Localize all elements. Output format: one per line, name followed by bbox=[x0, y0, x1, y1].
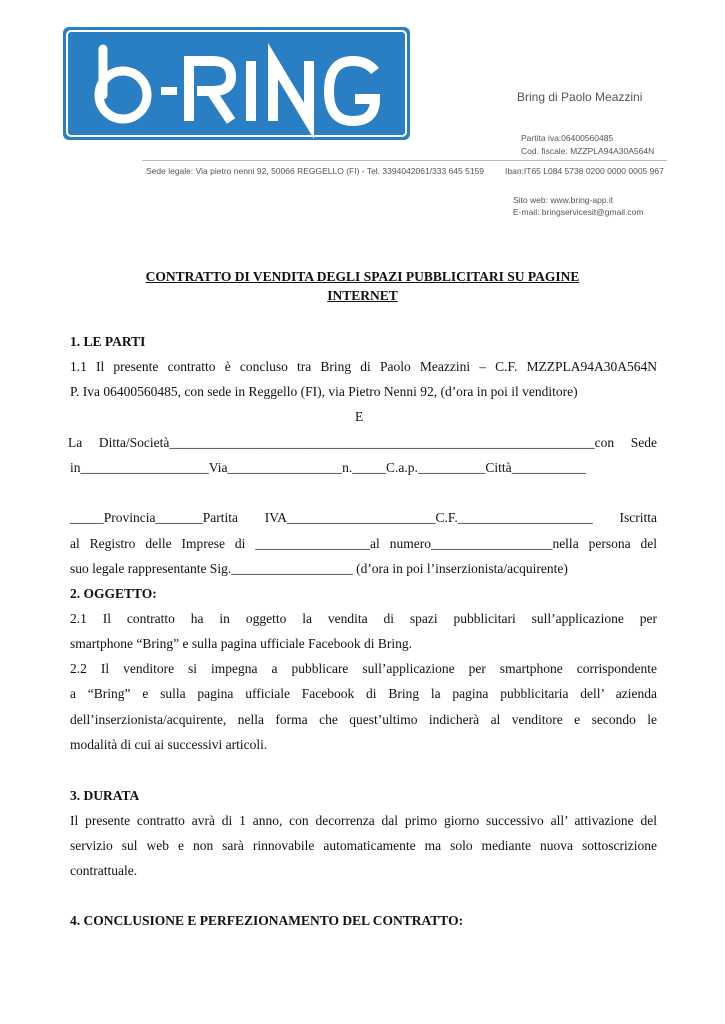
body-line: P. Iva 06400560485, con sede in Reggello (FI), via Pietro Nenni 92, (d’ora in poi il venditore) bbox=[70, 384, 578, 399]
body-line: La Ditta/Società_______________________________________________________________con Sede bbox=[68, 435, 657, 450]
email: E-mail: bringservicesit@gmail.com bbox=[513, 207, 644, 217]
body-line: modalità di cui ai successivi articoli. bbox=[70, 737, 268, 752]
section-heading: 2. OGGETTO: bbox=[70, 586, 157, 601]
body-line: in___________________Via_________________n._____C.a.p.__________Città___________ bbox=[70, 460, 586, 475]
header-divider bbox=[142, 160, 667, 161]
sede-legale: Sede legale: Via pietro nenni 92, 50066 REGGELLO (FI) - Tel. 3394042061/333 645 5159 bbox=[146, 166, 485, 176]
body-line: servizio sul web e non sarà rinnovabile automaticamente ma solo mediante nuova sottoscrizione bbox=[70, 838, 657, 853]
body-line: Il presente contratto avrà di 1 anno, con decorrenza dal primo giorno successivo all’ attivazione del bbox=[70, 813, 657, 828]
body-line: 1.1 Il presente contratto è concluso tra Bring di Paolo Meazzini – C.F. MZZPLA94A30A564N bbox=[70, 359, 657, 374]
body-line: a “Bring” e sulla pagina ufficiale Facebook di Bring la pagina pubblicitaria dell’ azienda bbox=[70, 686, 657, 701]
body-line: contrattuale. bbox=[70, 863, 138, 878]
body-line: dell’inserzionista/acquirente, nella forma che quest’ultimo indicherà al venditore e secondo le bbox=[70, 712, 657, 727]
codice-fiscale: Cod. fiscale: MZZPLA94A30A564N bbox=[521, 146, 655, 156]
contract-title-line-2: INTERNET bbox=[327, 288, 398, 303]
body-line: suo legale rappresentante Sig.__________________ (d’ora in poi l’inserzionista/acquirente) bbox=[70, 561, 568, 576]
section-heading: 1. LE PARTI bbox=[70, 334, 146, 349]
body-line: E bbox=[355, 409, 364, 424]
body-line: smartphone “Bring” e sulla pagina ufficiale Facebook di Bring. bbox=[70, 636, 413, 651]
contract-title-line-1: CONTRATTO DI VENDITA DEGLI SPAZI PUBBLICITARI SU PAGINE bbox=[145, 269, 580, 284]
bring-logo bbox=[63, 27, 410, 140]
bring-logo-mark bbox=[63, 27, 410, 140]
company-name: Bring di Paolo Meazzini bbox=[517, 90, 643, 104]
section-heading: 4. CONCLUSIONE E PERFEZIONAMENTO DEL CONTRATTO: bbox=[70, 913, 464, 928]
iban: Iban:IT65 L084 5738 0200 0000 0005 967 bbox=[505, 166, 664, 176]
website: Sito web: www.bring-app.it bbox=[513, 195, 614, 205]
body-line: al Registro delle Imprese di _________________al numero__________________nella persona del bbox=[70, 536, 657, 551]
body-line: 2.2 Il venditore si impegna a pubblicare sull’applicazione per smartphone corrispondente bbox=[70, 661, 657, 676]
body-line: _____Provincia_______Partita IVA______________________C.F.____________________ Iscritta bbox=[70, 510, 657, 525]
partita-iva: Partita iva:06400560485 bbox=[521, 133, 614, 143]
section-heading: 3. DURATA bbox=[70, 788, 140, 803]
body-line: 2.1 Il contratto ha in oggetto la vendita di spazi pubblicitari sull’applicazione per bbox=[70, 611, 657, 626]
